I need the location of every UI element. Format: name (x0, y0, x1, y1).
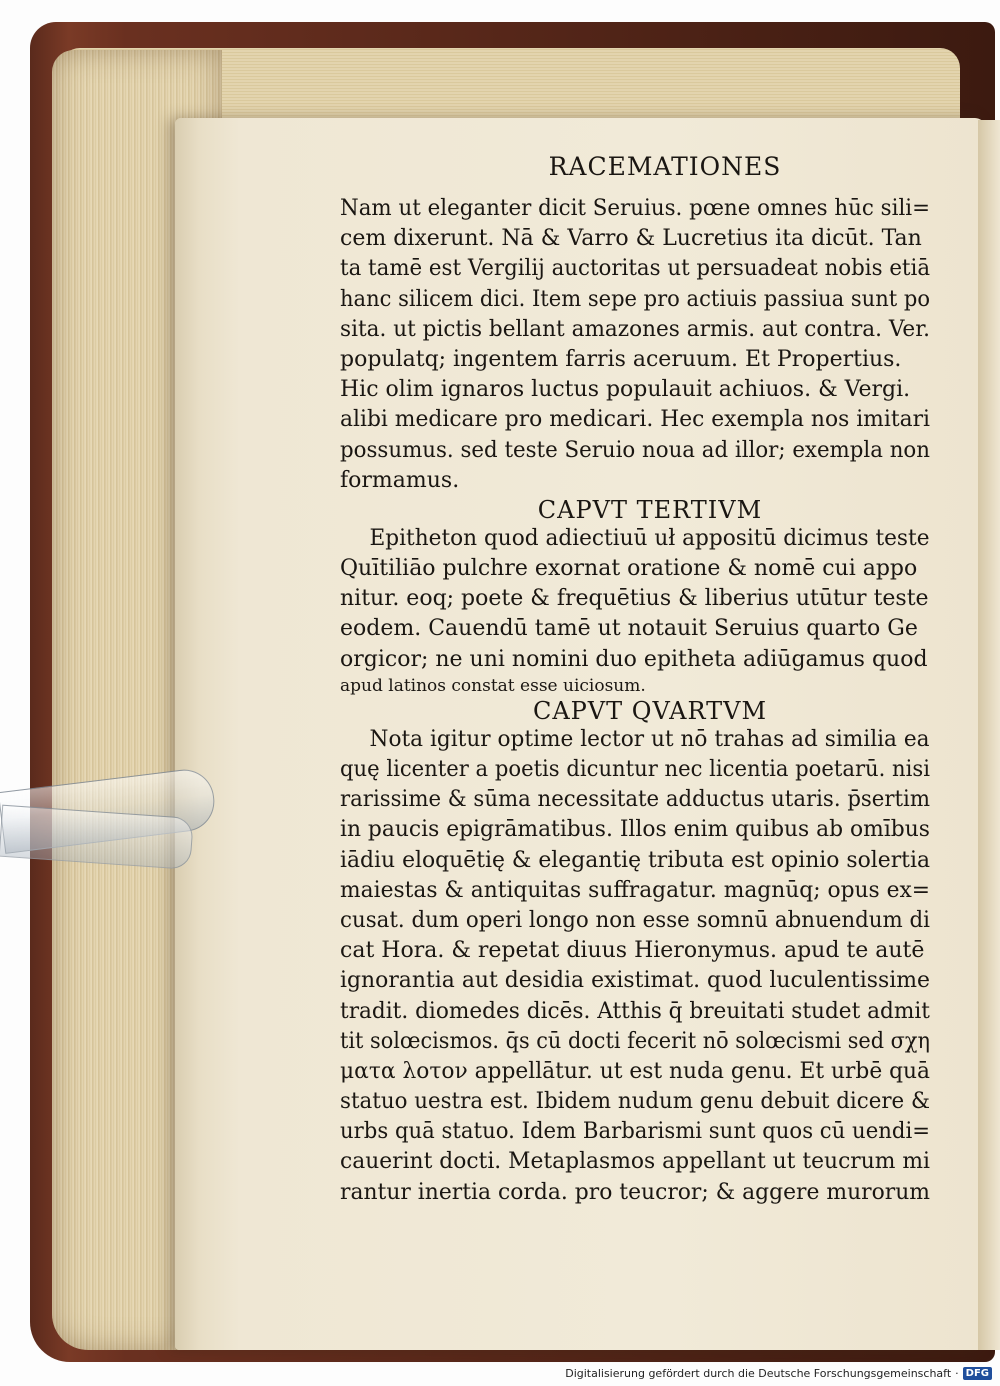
text-line: possumus. sed teste Seruio noua ad illor; exempla non (340, 437, 930, 463)
text-line: sita. ut pictis bellant amazones armis. aut contra. Ver. (340, 316, 930, 342)
text-line: quę licenter a poetis dicuntur nec licentia poetarū. nisi (340, 757, 930, 782)
running-head: RACEMATIONES (548, 152, 782, 181)
text-line: statuo uestra est. Ibidem nudum genu debuit dicere & (340, 1089, 930, 1115)
text-line: cem dixerunt. Nā & Varro & Lucretius ita dicūt. Tan (340, 226, 922, 252)
chapter-heading-tertium: CAPVT TERTIVM (537, 495, 763, 524)
text-line: alibi medicare pro medicari. Hec exempla nos imitari (340, 407, 930, 433)
text-line: tit solœcismos. q̄s cū docti fecerit nō solœcismi sed σχη (340, 1028, 930, 1054)
text-line: formamus. (340, 467, 460, 493)
text-line: iādiu eloquētię & elegantię tributa est opinio solertia (340, 847, 930, 873)
text-line: rarissime & sūma necessitate adductus utaris. p̄sertim (340, 787, 930, 813)
digitization-credit: Digitalisierung gefördert durch die Deutsche Forschungsgemeinschaft · DFG (565, 1367, 992, 1380)
text-line: Epitheton quod adiectiuū uł appositū dicimus teste (369, 525, 930, 551)
text-line: in paucis epigrāmatibus. Illos enim quibus ab omībus (340, 817, 930, 843)
section-1 (340, 194, 930, 496)
text-line: maiestas & antiquitas suffragatur. magnūq; opus ex= (340, 877, 930, 903)
text-line: Hic olim ignaros luctus populauit achiuos. & Vergi. (340, 377, 911, 403)
dfg-logo-icon: DFG (963, 1367, 992, 1380)
text-line: Quītiliāo pulchre exornat oratione & nomē cui appo (340, 556, 918, 582)
section-3 (340, 524, 930, 697)
facing-page-edge (978, 120, 1000, 1350)
text-line: ματα λοτον appellātur. ut est nuda genu. Et urbē quā (340, 1058, 930, 1084)
text-line: Nota igitur optime lector ut nō trahas ad similia ea (369, 726, 930, 752)
credit-text: Digitalisierung gefördert durch die Deutsche Forschungsgemeinschaft (565, 1367, 952, 1380)
text-line: populatq; ingentem farris aceruum. Et Propertius. (340, 346, 902, 372)
text-line: cusat. dum operi longo non esse somnū abnuendum di (340, 907, 930, 933)
text-line: cat Hora. & repetat diuus Hieronymus. apud te autē (340, 938, 925, 964)
text-line: orgicor; ne uni nomini duo epitheta adiūgamus quod (340, 646, 928, 672)
text-line: urbs quā statuo. Idem Barbarismi sunt quos cū uendi= (340, 1119, 930, 1145)
section-4 (340, 725, 930, 1208)
text-line: tradit. diomedes dicēs. Atthis q̄ breuitati studet admit (340, 998, 930, 1024)
text-line: apud latinos constat esse uiciosum. (340, 675, 646, 696)
text-line: Nam ut eleganter dicit Seruius. pœne omnes hūc sili= (340, 196, 930, 221)
chapter-heading-quartum: CAPVT QVARTVM (532, 696, 768, 725)
text-line: ignorantia aut desidia existimat. quod luculentissime (340, 968, 930, 994)
text-line: ta tamē est Vergilij auctoritas ut persuadeat nobis etiā (340, 256, 930, 282)
text-line: eodem. Cauendū tamē ut notauit Seruius quarto Ge (340, 616, 918, 642)
text-line: rantur inertia corda. pro teucror; & aggere murorum (340, 1179, 930, 1205)
printed-text (340, 150, 930, 1250)
text-line: nitur. eoq; poete & frequētius & liberius utūtur teste (340, 586, 929, 612)
text-line: hanc silicem dici. Item sepe pro actiuis passiua sunt po (340, 286, 930, 312)
text-line: cauerint docti. Metaplasmos appellant ut teucrum mi (340, 1149, 930, 1175)
